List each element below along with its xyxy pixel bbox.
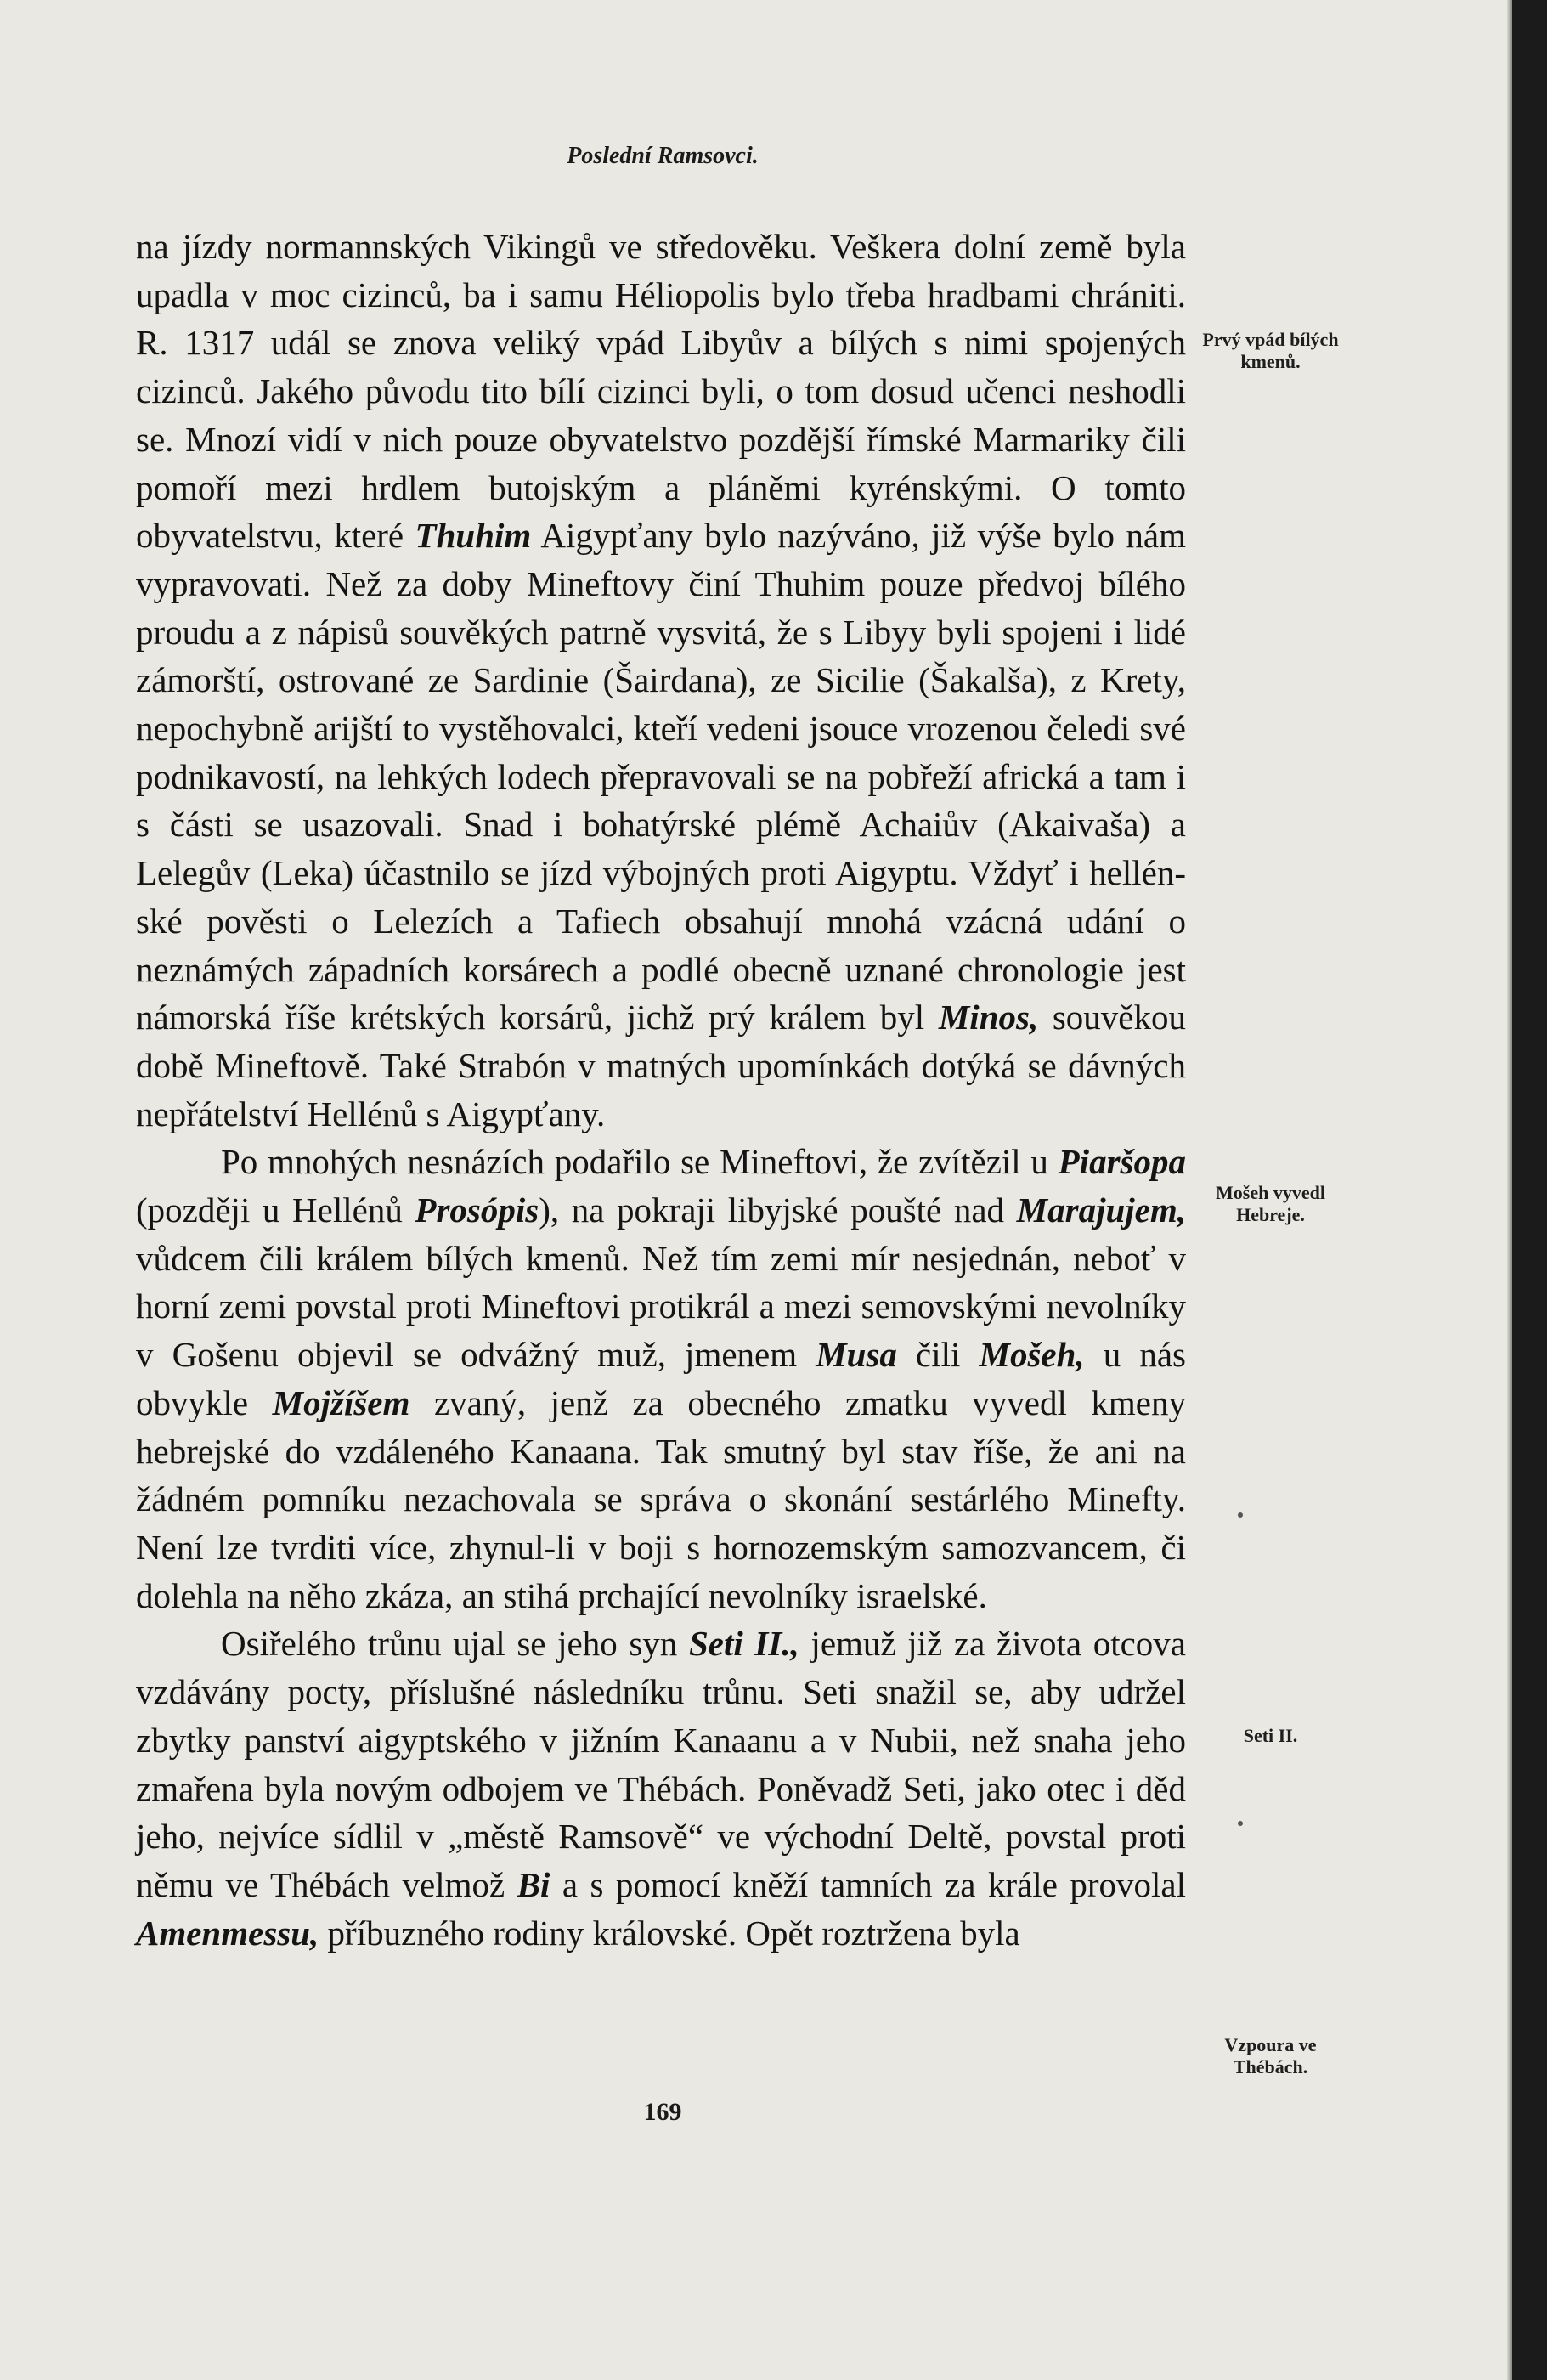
- p2-term-mojzisem: Mojžíšem: [272, 1382, 410, 1422]
- margin-note-2: Mošeh vyvedl Hebreje.: [1216, 1182, 1325, 1225]
- p2-text-7: zvaný, jenž za obecného zmatku vyvedl kmeny hebrejské do vzdáleného Kanaana. Tak smutný byl stav říše, že ani na žádném pomníku nezachovala se správa o skonání sestárlého Minefty. Není lze tvrditi více, zhynul-li v boji s hornozemským samozvancem, či dolehla na něho zkáza, an stihá prchající nevolníky israelské.: [136, 1382, 1186, 1615]
- p3-text-4: příbuzného rodiny královské. Opět roztržena byla: [319, 1913, 1020, 1953]
- paragraph-2: [136, 1138, 1186, 1620]
- p2-term-moseh: Mošeh,: [979, 1335, 1085, 1375]
- paper-speck: [1238, 1512, 1243, 1518]
- p3-term-amenmessu: Amenmessu,: [136, 1913, 319, 1953]
- p1-term-minos: Minos,: [938, 998, 1039, 1037]
- p3-text-1: Osiřelého trůnu ujal se jeho syn: [221, 1624, 689, 1664]
- p1-text-2: Aigypťany bylo nazýváno, již výše bylo nám vypravovati. Než za doby Mineftovy činí Thuhim pouze předvoj bílého proudu a z nápisů souvěkých patrně vysvitá, že s Libyy byli spojeni i lidé zámorští, ostrované ze Sardinie (Šairdana), ze Sicilie (Šakalša), z Krety, nepochybně arijští to vystěhovalci, kteří vedeni jsouce vrozenou čeledi své podnikavostí, na lehkých lodech přepravovali se na pobřeží africká a tam i s části se usazovali. Snad i bohatýrské plémě Achaiův (Akaivaša) a Lelegův (Leka) účastnilo se jízd výbojných proti Aigyptu. Vždyť i hellénské pověsti o Lelezích a Tafiech obsahují mnohá vzácná udání o neznámých západních korsárech a podlé obecně uznané chronologie jest námorská říše krétských korsárů, jichž prý králem byl: [136, 516, 1186, 1037]
- page-number: 169: [643, 2098, 682, 2126]
- p2-text-5: čili: [896, 1335, 980, 1375]
- p3-term-seti: Seti II.,: [688, 1624, 799, 1664]
- p2-text-2: (později u Hellénů: [136, 1190, 415, 1230]
- paper-speck: [1238, 1821, 1243, 1826]
- p1-text-3: souvěkou době Mineftově. Také Strabón v matných upomínkách dotýká se dávných nepřátelství Hellénů s Aigypťany.: [136, 998, 1186, 1133]
- p1-term-thuhim: Thuhim: [415, 516, 532, 556]
- margin-note-3: Seti II.: [1243, 1725, 1298, 1746]
- p3-text-3: a s pomocí kněží tamních za krále provolal: [550, 1864, 1186, 1904]
- p2-term-piarsopa: Piaršopa: [1058, 1142, 1186, 1182]
- margin-note-1: Prvý vpád bílých kmenů.: [1202, 329, 1339, 372]
- paragraph-3: [136, 1620, 1186, 1957]
- p2-text-6: u nás obvykle: [136, 1335, 1187, 1422]
- p3-term-bi: Bi: [517, 1864, 550, 1904]
- p2-term-marajujem: Marajujem,: [1016, 1190, 1186, 1230]
- p1-text-1: na jízdy normannských Vikingů ve středověku. Veškera dolní země byla upadla v moc cizinců, ba i samu Héliopolis bylo třeba hradbami chrániti. R. 1317 udál se znova veliký vpád Libyův a bílých s nimi spojených cizinců. Jakého původu tito bílí cizinci byli, o tom dosud učenci neshodli se. Mnozí vidí v nich pouze obyvatelstvo pozdější římské Marmariky čili pomoří mezi hrdlem butojským a pláněmi kyrénskými. O tomto obyvatelstvu, které: [136, 227, 1186, 556]
- running-head: Poslední Ramsovci.: [567, 143, 759, 169]
- p2-term-musa: Musa: [816, 1335, 897, 1375]
- p2-text-1: Po mnohých nesnázích podařilo se Mineftovi, že zvítězil u: [221, 1142, 1059, 1182]
- paragraph-1: [136, 223, 1186, 1138]
- p3-text-2: jemuž již za života otcova vzdávány pocty, příslušné následníku trůnu. Seti snažil se, aby udržel zbytky panství aigyptského v jižním Kanaanu a v Nubii, než snaha jeho zmařena byla novým odbojem ve Thébách. Poněvadž Seti, jako otec i děd jeho, nejvíce sídlil v „městě Ramsově“ ve východní Deltě, povstal proti němu ve Thébách velmož: [136, 1624, 1186, 1904]
- p2-term-prosopis: Prosópis: [415, 1190, 539, 1230]
- body-text: [136, 223, 1186, 1957]
- p2-text-3: ), na pokraji libyjské poušté nad: [539, 1190, 1017, 1230]
- margin-note-4: Vzpoura ve Thébách.: [1224, 2034, 1317, 2078]
- p2-text-4: vůdcem čili králem bílých kmenů. Než tím zemi mír nesjednán, neboť v horní zemi povstal proti Mineftovi protikrál a mezi semovskými nevolníky v Gošenu objevil se odvážný muž, jmenem: [136, 1238, 1186, 1375]
